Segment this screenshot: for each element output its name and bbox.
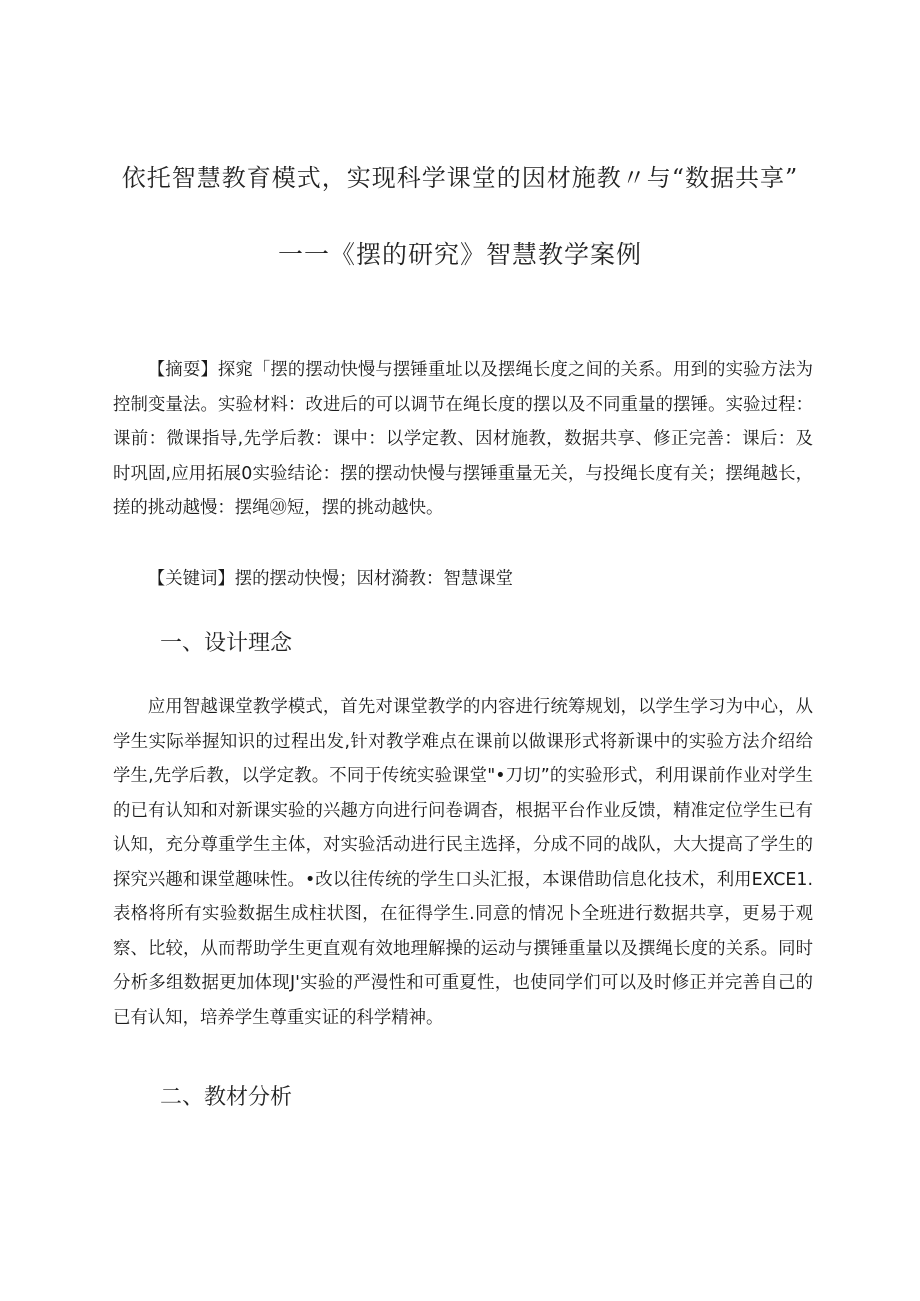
keywords-paragraph: 【关键词】摆的摆动快慢；因材漪教：智慧课堂 (147, 569, 514, 589)
abstract-paragraph: 【摘耍】探窕「摆的摆动快慢与摆锤重址以及摆绳长度之间的关系。用到的实验方法为控制变量法。实验材料：改进后的可以调节在绳长度的摆以及不同重量的摆锤。实验过程：课前：微课指导,先学后教：课中：以学定教、因材施教，数据共享、修正完善：课后：及时巩固,应用拓展0实验结论：摆的摆动快慢与摆锤重量无关，与投绳长度有关；摆绳越长，搓的挑动越慢：摆绳⑳短，摆的挑动越快。 (113, 360, 813, 518)
document-subtitle: 一一《摆的研究》智慧教学案例 (277, 240, 642, 269)
document-title: 依托智慧教育模式，实现科学课堂的因材施教〃与“数据共享” (121, 164, 799, 192)
section-heading-design-concept: 一、设计理念 (160, 631, 293, 656)
design-concept-paragraph: 应用智越课堂教学模式，首先对课堂教学的内容进行统筹规划，以学生学习为中心，从学生实际举握知识的过程出发,针对教学难点在课前以做课形式将新课中的实验方法介绍给学生,先学后教，以学定教。不同于传统实验课堂"•刀切”的实验形式，利用课前作业对学生的已有认知和对新课实验的兴趣方向进行问卷调杳，根据平台作业反馈，精准定位学生已有认知，充分尊重学生主体，对实验活动进行民主选择，分成不同的战队，大大提高了学生的探究兴趣和课堂趣味性。•改以往传统的学生口头汇报，本课借助信息化技术，利用EXCE1.表格将所有实验数据生成柱状图，在征得学生.同意的情况卜全班进行数据共享，更易于观察、比较，从而帮助学生更直观有效地理解操的运动与撰锤重量以及撰绳长度的关系。同时分析多组数据更加体现J'实验的严漫性和可重夏性，也使同学们可以及时修正并完善自己的已有认知，培养学生尊重实证的科学精神。 (113, 697, 813, 1028)
section-heading-textbook-analysis: 二、教材分析 (160, 1085, 293, 1110)
